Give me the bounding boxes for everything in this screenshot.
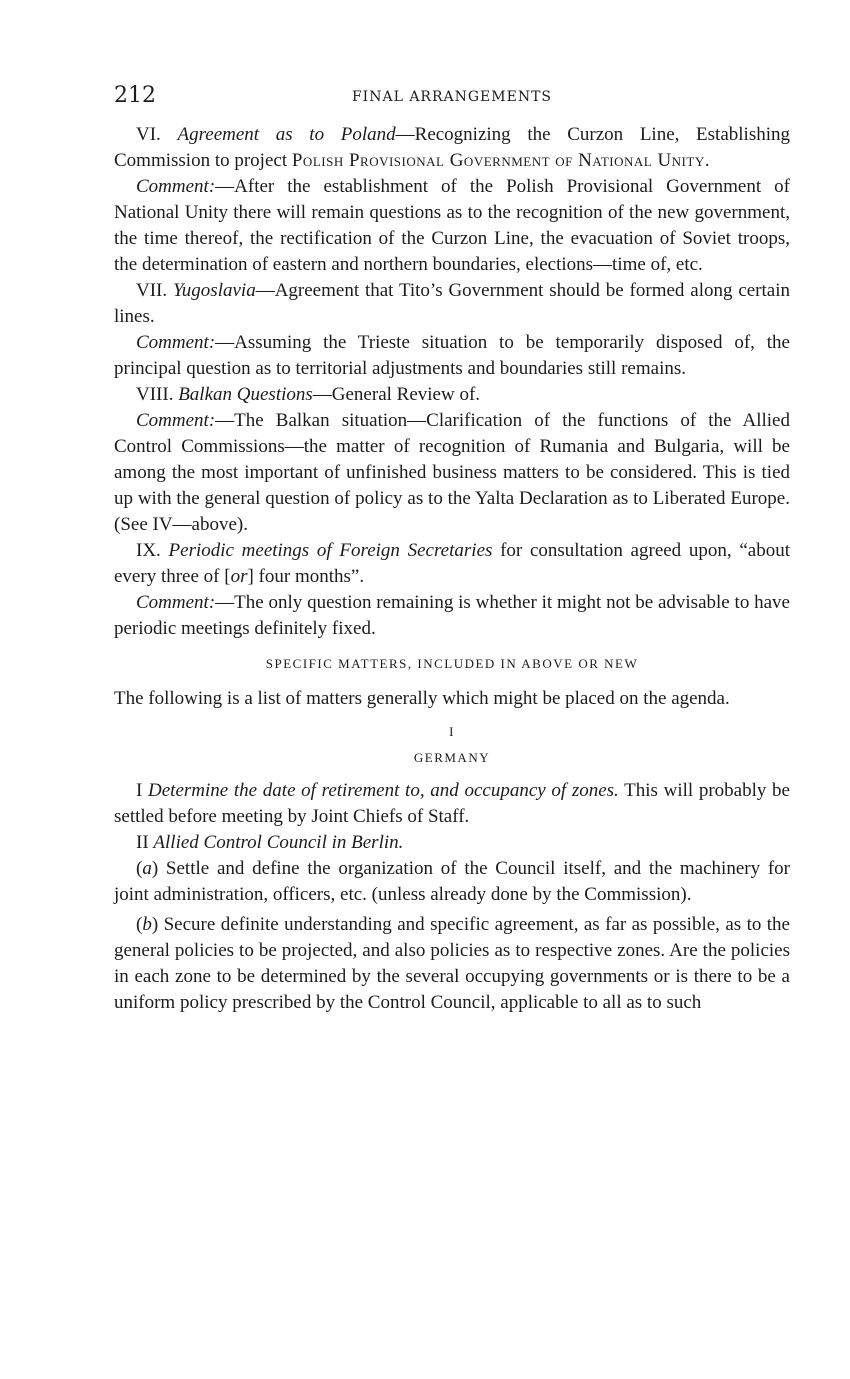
section-title: Agreement as to Poland [177, 124, 396, 145]
subitem-open-paren: ( [136, 858, 143, 879]
germany-subitem-a [114, 856, 790, 908]
comment-label: Comment: [136, 592, 216, 613]
section-number: VI. [136, 124, 161, 145]
part-roman-numeral: I [449, 724, 455, 739]
comment-balkan [114, 408, 790, 538]
section-balkan [114, 382, 790, 408]
germany-item-2 [114, 830, 790, 856]
item-text: This will probably be settled before meeting by Joint Chiefs of Staff. [114, 780, 790, 827]
subitem-open-paren: ( [136, 914, 143, 935]
section-text: for consultation agreed upon, “about every three of [ [114, 540, 790, 587]
comment-text: —The only question remaining is whether it might not be advisable to have periodic meetings definitely fixed. [114, 592, 790, 639]
section-number: VII. [136, 280, 168, 301]
section-poland [114, 122, 790, 174]
section-meetings [114, 538, 790, 590]
comment-poland [114, 174, 790, 278]
item-number: I [136, 780, 143, 801]
subitem-letter: a [142, 858, 152, 879]
page-number: 212 [114, 83, 156, 108]
comment-label: Comment: [136, 176, 216, 197]
section-text: ] four months”. [247, 566, 365, 587]
subitem-letter: b [142, 914, 152, 935]
section-title: Periodic meetings of Foreign Secretaries [168, 540, 493, 561]
section-text: —Recognizing the Curzon Line, Establishing Commission to project [114, 124, 790, 171]
section-text: —Agreement that Tito’s Government should be formed along certain lines. [114, 280, 791, 327]
comment-label: Comment: [136, 410, 216, 431]
section-text-or: or [230, 566, 248, 587]
subitem-text: ) Settle and define the organization of the Council itself, and the machinery for joint administration, officers, etc. (unless already done by the Commission). [114, 858, 790, 905]
page-body [114, 122, 790, 1016]
comment-meetings [114, 590, 790, 642]
subitem-text: ) Secure definite understanding and specific agreement, as far as possible, as to the general policies to be projected, and also policies as to respective zones. Are the policies in each zone to be determined by the several occupying governments or is there to be a uniform policy prescribed by the Control Council, applicable to all as to such [114, 914, 790, 1013]
comment-text: —The Balkan situation—Clarification of the functions of the Allied Control Commissions—the matter of recognition of Rumania and Bulgaria, will be among the most important of unfinished business matters to be considered. This is tied up with the general question of policy as to the Yalta Declaration as to Liberated Europe. (See IV—above). [114, 410, 790, 535]
running-head: FINAL ARRANGEMENTS [351, 89, 553, 105]
page-header [114, 82, 790, 110]
item-title: Allied Control Council in Berlin. [153, 832, 404, 853]
comment-text: —Assuming the Trieste situation to be temporarily disposed of, the principal question as to territorial adjustments and boundaries still remains. [114, 332, 790, 379]
comment-text: —After the establishment of the Polish Provisional Government of National Unity there will remain questions as to the recognition of the new government, the time thereof, the rectification of the Curzon Line, the evacuation of Soviet troops, the determination of eastern and northern boundaries, elections—time of, etc. [114, 176, 790, 275]
comment-yugoslavia [114, 330, 790, 382]
section-number: IX. [136, 540, 161, 561]
specific-matters-heading: SPECIFIC MATTERS, INCLUDED IN ABOVE OR NEW [265, 656, 639, 671]
section-number: VIII. [136, 384, 174, 405]
section-smallcaps: Polish Provisional Government of National Unity. [291, 150, 710, 171]
section-yugoslavia [114, 278, 790, 330]
item-title: Determine the date of retirement to, and occupancy of zones. [148, 780, 619, 801]
comment-label: Comment: [136, 332, 216, 353]
section-title: Yugoslavia [172, 280, 256, 301]
germany-heading: GERMANY [413, 750, 491, 765]
germany-subitem-b [114, 912, 790, 1016]
specific-intro: The following is a list of matters generally which might be placed on the agenda. [114, 688, 730, 709]
germany-item-1 [114, 778, 790, 830]
section-title: Balkan Questions [178, 384, 313, 405]
section-text: —General Review of. [312, 384, 481, 405]
item-number: II [136, 832, 149, 853]
